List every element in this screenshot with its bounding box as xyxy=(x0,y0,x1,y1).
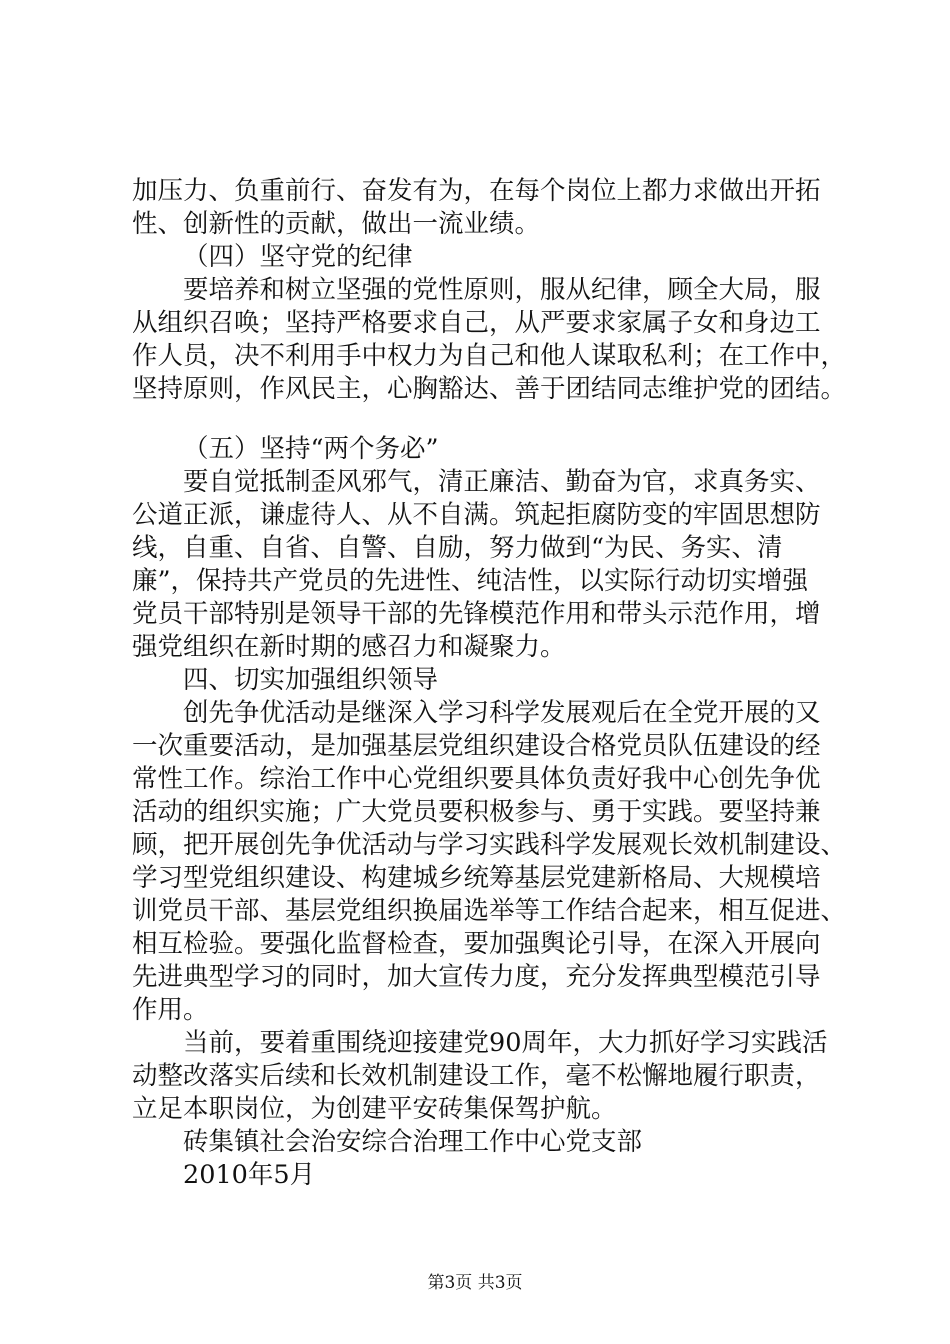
paragraph-line: 公道正派，谦虚待人、从不自满。筑起拒腐防变的牢固思想防 xyxy=(132,500,821,530)
paragraph-line: 作人员，决不利用手中权力为自己和他人谋取私利；在工作中， xyxy=(132,341,847,371)
paragraph-line: 强党组织在新时期的感召力和凝聚力。 xyxy=(132,632,566,662)
paragraph-line: 活动的组织实施；广大党员要积极参与、勇于实践。要坚持兼 xyxy=(132,797,821,827)
paragraph-line: 党员干部特别是领导干部的先锋模范作用和带头示范作用，增 xyxy=(132,599,821,629)
paragraph-line: 相互检验。要强化监督检查，要加强舆论引导，在深入开展向 xyxy=(132,929,821,959)
paragraph-line: 要自觉抵制歪风邪气，清正廉洁、勤奋为官，求真务实、 xyxy=(183,467,821,497)
paragraph-line: 作用。 xyxy=(132,995,209,1025)
paragraph-line: 坚持原则，作风民主，心胸豁达、善于团结同志维护党的团结。 xyxy=(132,374,847,404)
page-number-footer: 第3页 共3页 xyxy=(427,1273,523,1293)
signature-organization: 砖集镇社会治安综合治理工作中心党支部 xyxy=(183,1127,643,1157)
paragraph-line: 创先争优活动是继深入学习科学发展观后在全党开展的又 xyxy=(183,698,821,728)
section-heading: （四）坚守党的纪律 xyxy=(183,242,413,272)
paragraph-line: 廉”，保持共产党员的先进性、纯洁性，以实际行动切实增强 xyxy=(132,566,809,596)
paragraph-line: 一次重要活动，是加强基层党组织建设合格党员队伍建设的经 xyxy=(132,731,821,761)
paragraph-line: 常性工作。综治工作中心党组织要具体负责好我中心创先争优 xyxy=(132,764,821,794)
paragraph-line: 线，自重、自省、自警、自励，努力做到“为民、务实、清 xyxy=(132,533,783,563)
paragraph-line: 动整改落实后续和长效机制建设工作，毫不松懈地履行职责， xyxy=(132,1061,821,1091)
paragraph-line: 先进典型学习的同时，加大宣传力度，充分发挥典型模范引导 xyxy=(132,962,821,992)
section-heading: （五）坚持“两个务必” xyxy=(183,434,439,464)
paragraph-line: 训党员干部、基层党组织换届选举等工作结合起来，相互促进、 xyxy=(132,896,847,926)
paragraph-line: 立足本职岗位，为创建平安砖集保驾护航。 xyxy=(132,1094,617,1124)
signature-date: 2010年5月 xyxy=(183,1160,316,1190)
paragraph-line: 学习型党组织建设、构建城乡统筹基层党建新格局、大规模培 xyxy=(132,863,821,893)
paragraph-line: 当前，要着重围绕迎接建党90周年，大力抓好学习实践活 xyxy=(183,1028,828,1058)
paragraph-line: 要培养和树立坚强的党性原则，服从纪律，顾全大局，服 xyxy=(183,275,821,305)
paragraph-line: 性、创新性的贡献，做出一流业绩。 xyxy=(132,209,541,239)
paragraph-line: 从组织召唤；坚持严格要求自己，从严要求家属子女和身边工 xyxy=(132,308,821,338)
paragraph-line: 加压力、负重前行、奋发有为，在每个岗位上都力求做出开拓 xyxy=(132,176,821,206)
paragraph-line: 顾，把开展创先争优活动与学习实践科学发展观长效机制建设、 xyxy=(132,830,847,860)
section-heading: 四、切实加强组织领导 xyxy=(183,665,439,695)
